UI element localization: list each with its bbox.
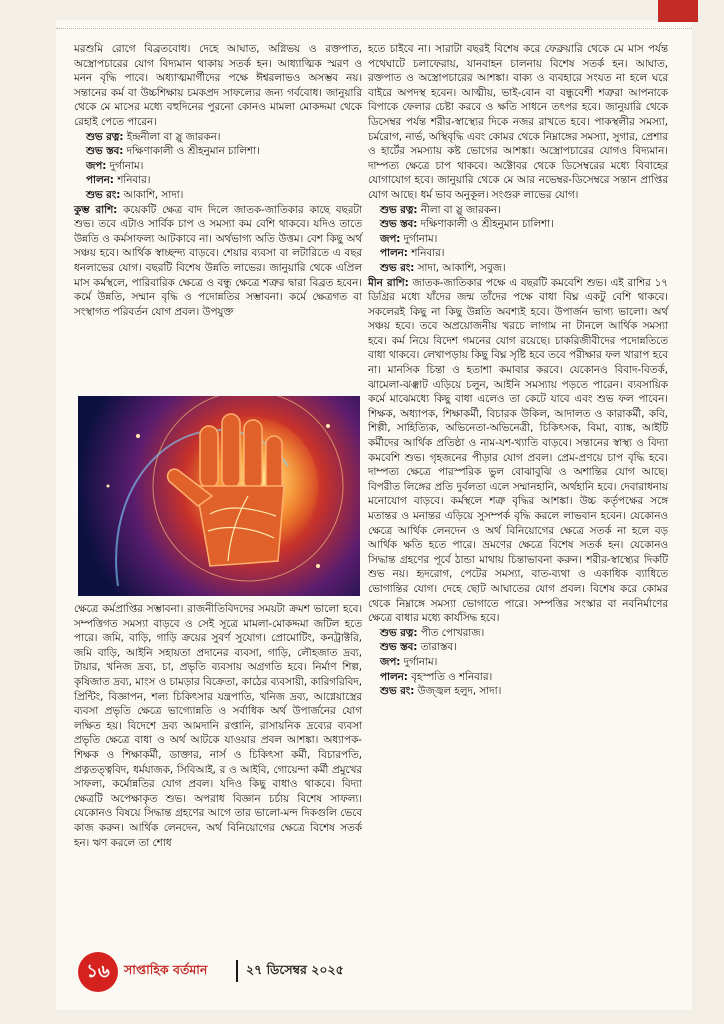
kumbha-remedy-gem-label: শুভ রত্ন:: [380, 203, 418, 216]
kumbha-remedy-palan-value: শনিবার।: [411, 247, 445, 260]
remedy-palan-value: শনিবার।: [117, 174, 151, 187]
remedy-palan-label: পালন:: [86, 174, 114, 187]
page-number: ১৬: [78, 952, 118, 992]
magazine-page: [56, 20, 692, 1010]
kumbha-heading: কুম্ভ রাশি:: [74, 203, 118, 216]
remedy-gem: [74, 130, 362, 145]
kumbha-remedy-stotra-value: দক্ষিণাকালী ও শ্রীহনুমান চালিশা।: [420, 218, 554, 231]
kumbha-remedy-jap-label: জপ:: [380, 232, 401, 245]
meen-remedy-jap-label: জপ:: [380, 655, 401, 668]
remedy-stotra-value: দক্ষিণাকালী ও শ্রীহনুমান চালিশা।: [126, 145, 260, 158]
meen-remedy-color-value: উজ্জ্বল হলুদ, সাদা।: [417, 685, 502, 698]
remedy-gem-label: শুভ রত্ন:: [86, 130, 124, 143]
meen-remedy-jap: [368, 655, 668, 670]
kumbha-remedy-jap: [368, 232, 668, 247]
meen-section: [368, 276, 668, 626]
meen-heading: মীন রাশি:: [368, 276, 409, 289]
kumbha-continued: ক্ষেত্রে কর্মপ্রাপ্তির সম্ভাবনা। রাজনীতিবিদদের সময়টা ক্রমশ ভালো হবে। সম্পত্তিগত সমস্যা বাড়বে ও সেই সূত্রে মামলা-মোকদ্দমা জটিল হতে পারে। জমি, বাড়ি, গাড়ি ক্রয়ের সুবর্ণ সুযোগ। প্রোমোটিং, কনট্রাক্টরি, জমি বাড়ি, আইনি সহায়তা প্রদানের ব্যবসা, গাড়ি, লৌহজাত দ্রব্য, টায়ার, খনিজ দ্রব্য, চা, প্রভৃতি ব্যবসায় অগ্রগতি হবে। নির্মাণ শিল্প, কৃষিজাত দ্রব্য, মাংস ও চামড়ার বিক্রেতা, কাঠের ব্যবসায়ী, কারিগরিবিদ, প্রিন্টিং, বিজ্ঞাপন, শল্য চিকিৎসার যন্ত্রপাতি, খনিজ দ্রব্য, আগ্নেয়াস্ত্রের ব্যবসা প্রভৃতি ক্ষেত্রে ভাগ্যোন্নতি ও সর্বাধিক অর্থ উপার্জনের যোগ লক্ষিত হয়। বিদেশে দ্রব্য আমদানি রপ্তানি, রাসায়নিক দ্রব্যের ব্যবসা প্রভৃতি ক্ষেত্রে বাধা ও অর্থ আটকে যাওয়ার প্রবল আশঙ্কা। অধ্যাপক-শিক্ষক ও শিক্ষাকর্মী, ডাক্তার, নার্স ও চিকিৎসা কর্মী, বিচারপতি, প্রত্নতত্ত্ববিদ, ধর্মযাজক, সিবিআই, র ও আইবি, গোয়েন্দা কর্মী প্রমুখের সাফল্য, কর্মোন্নতির যোগ প্রবল। যদিও কিছু বাধাও থাকবে। বিদ্যা ক্ষেত্রটি অপেক্ষাকৃত শুভ। অপরাধ বিজ্ঞান চর্চায় বিশেষ সাফল্য। যেকোনও বিষয়ে সিদ্ধান্ত গ্রহণের আগে তার ভালো-মন্দ দিকগুলি ভেবে কাজ করুন। আর্থিক লেনদেন, অর্থ বিনিয়োগের ক্ষেত্রে বিশেষ সতর্ক হন। ঋণ করলে তা শোধ: [74, 603, 362, 849]
issue-date: ২৭ ডিসেম্বর ২০২৫: [246, 962, 344, 977]
kumbha-remedy-color: [368, 261, 668, 276]
palmistry-illustration: [78, 396, 360, 596]
meen-remedy-color: [368, 684, 668, 699]
kumbha-remedy-stotra: [368, 217, 668, 232]
remedy-color: [74, 188, 362, 203]
remedy-gem-value: ইন্দ্রনীলা বা স্লু জারকন।: [126, 130, 221, 143]
kumbha-remedy-jap-value: দুর্গানাম।: [403, 232, 438, 245]
top-divider: [56, 28, 692, 29]
paragraph-intro: মরশুমি রোগে বিব্রতবোধ। দেহে আঘাত, অগ্নিভয় ও রক্তপাত, অস্ত্রোপচারের যোগ বিদ্যমান থাকায় সতর্ক হন। আধ্যাত্মিক স্মরণ ও মনন বৃদ্ধি পাবে। অধ্যাত্মমার্গীদের পক্ষে ঈশ্বরলাভও অসম্ভব নয়। সন্তানের কর্ম বা উচ্চশিক্ষায় চমকপ্রদ সাফল্যের জন্য গর্ববোধ। জানুয়ারি থেকে মে মাসের মধ্যে বহুদিনের পুরনো কোনও মামলা মোকদ্দমা থেকে রেহাই পেতে পারেন।: [74, 43, 362, 128]
left-column-top: [74, 42, 362, 319]
footer-separator: [236, 960, 238, 982]
kumbha-remedy-palan-label: পালন:: [380, 247, 408, 260]
remedy-stotra-label: শুভ স্তব:: [86, 145, 124, 158]
meen-remedy-stotra: [368, 640, 668, 655]
kumbha-remedy-palan: [368, 246, 668, 261]
kumbha-continued-right: হতে চাইবে না। সারাটা বছরই বিশেষ করে ফেব্রুয়ারি থেকে মে মাস পর্যন্ত পথেঘাটে চলাফেরায়, যানবাহন চালনায় বিশেষ সতর্ক হন। আঘাত, রক্তপাত ও অস্ত্রোপচারের আশঙ্কা। বাক্য ও ব্যবহারে সংযত না হলে ঘরে বাইরে অপদস্থ হবেন। আত্মীয়, ভাই-বোন বা বন্ধুবেশী শত্রুরা আপনাকে বিপাকে ফেলার চেষ্টা করবে ও ক্ষতি সাধনে তৎপর হবে। জানুয়ারি থেকে ডিসেম্বর পর্যন্ত শরীর-স্বাস্থ্যের দিকে নজর রাখতে হবে। পাকস্থলীর সমস্যা, চর্মরোগ, নার্ভ, অস্থিবৃদ্ধি এবং কোমর থেকে নিম্নাঙ্গের সমস্যা, সুগার, প্রেশার ও হার্টের সমস্যায় কষ্ট ভোগের আশঙ্কা। অস্ত্রোপচারের যোগও বিদ্যমান। দাম্পত্য ক্ষেত্রে চাপ থাকবে। অক্টোবর থেকে ডিসেম্বরের মধ্যে বিবাহের যোগাযোগ হবে। জানুয়ারি থেকে মে আর নভেম্বর-ডিসেম্বরে সন্তান প্রাপ্তির যোগ আছে। ধর্ম ভাব অনুকূল। সংগুরু লাভের যোগ।: [368, 43, 668, 201]
meen-remedy-palan-value: বৃহস্পতি ও শনিবার।: [411, 670, 493, 683]
meen-remedy-palan: [368, 670, 668, 685]
palm-icon: [78, 396, 360, 596]
meen-remedy-color-label: শুভ রং:: [380, 685, 415, 698]
kumbha-section: [74, 203, 362, 320]
magazine-name: সাপ্তাহিক বর্তমান: [124, 962, 208, 977]
kumbha-remedy-stotra-label: শুভ স্তব:: [380, 218, 418, 231]
kumbha-remedy-gem-value: নীলা বা স্লু জারকন।: [420, 203, 501, 216]
meen-remedy-gem: [368, 626, 668, 641]
kumbha-remedy-gem: [368, 203, 668, 218]
kumbha-remedy-color-label: শুভ রং:: [380, 261, 415, 274]
remedy-jap: [74, 159, 362, 174]
meen-remedy-gem-label: শুভ রত্ন:: [380, 626, 418, 639]
meen-remedy-palan-label: পালন:: [380, 670, 408, 683]
remedy-color-value: আকাশি, সাদা।: [123, 188, 184, 201]
meen-text: জাতক-জাতিকার পক্ষে এ বছরটি কমবেশি শুভ। এই রাশির ১৭ ডিগ্রির মধ্যে যাঁদের জন্ম তাঁদের পক্ষে বাধা বিঘ্ন একটু বেশি থাকবে। সকলেরই কিছু না কিছু উন্নতি অবশ্যই হবে। উপার্জন ভাগ্য ভালো। অর্থ সঞ্চয় হবে। তবে অপ্রয়োজনীয় খরচে লাগাম না টানলে আর্থিক সমস্যা হবে। কর্ম নিয়ে বিদেশ গমনের যোগ রয়েছে। চাকরিজীবীদের পদোন্নতিতে বাধা থাকবে। লেখাপড়ায় কিছু বিঘ্ন সৃষ্টি হবে তবে পরীক্ষার ফল খারাপ হবে না। মানসিক চিন্তা ও হতাশা কমাবার করবে। যেকোনও বিবাদ-বিতর্ক, ঝামেলা-ঝঞ্ঝাট এড়িয়ে চলুন, আইনি সমস্যায় পড়তে পারেন। ব্যবসায়িক কর্মে মাঝেমধ্যে কিছু বাধা এলেও তা কেটে যাবে এবং শুভ ফল পাবেন। শিক্ষক, অধ্যাপক, শিক্ষাকর্মী, বিচারক উকিল, আদালত ও কারাকর্মী, কবি, শিল্পী, সাহিত্যিক, অভিনেতা-অভিনেত্রী, চিকিৎসক, বিমা, ব্যাঙ্ক, আইটি কর্মীদের আর্থিক প্রতিষ্ঠা ও নাম-যশ-খ্যাতি বাড়বে। সন্তানের স্বাস্থ্য ও বিদ্যা কমবেশি শুভ। গৃহজনের পীড়ার যোগ প্রবল। প্রেম-প্রণয়ে চাপ বৃদ্ধি হবে। দাম্পত্য ক্ষেত্রে পারস্পরিক ভুল বোঝাবুঝি ও অশান্তির যোগ আছে। বিপরীত লিঙ্গের প্রতি দুর্বলতা এলে সম্মানহানি, অর্থহানি হবে। দেবারাধনায় মনোযোগ বাড়বে। কর্মস্থলে শত্রু বৃদ্ধির আশঙ্কা। উচ্চ কর্তৃপক্ষের সঙ্গে মতান্তর ও মনান্তর এড়িয়ে সুসম্পর্ক বৃদ্ধি করলে লাভবান হবেন। যেকোনও ক্ষেত্রে আর্থিক লেনদেন ও অর্থ বিনিয়োগের ক্ষেত্রে সতর্ক না হলে বড় আর্থিক ক্ষতি হতে পারে। ভ্রমণের ক্ষেত্রে বিশেষ সতর্ক হন। যেকোনও সিদ্ধান্ত গ্রহণের পূর্বে ঠান্ডা মাথায় চিন্তাভাবনা করুন। শরীর-স্বাস্থ্যের দিকটি শুভ নয়। হৃদরোগ, পেটের সমস্যা, বাত-ব্যথা ও একাধিক ব্যাধিতে ভোগান্তির যোগ। দেহে ছোট আঘাতের যোগ প্রবল। বিশেষ করে কোমর থেকে নিম্নাঙ্গে সমস্যা ভোগাতে পারে। সম্পত্তির সংস্কার বা নবনির্মাণের ক্ষেত্রে বাধার মধ্যে কার্যসিদ্ধ হবে।: [368, 276, 668, 625]
right-column: [368, 42, 668, 699]
kumbha-text: কয়েকটি ক্ষেত্র বাদ দিলে জাতক-জাতিকার কাছে বছরটা শুভ। তবে এটাও সার্বিক চাপ ও সমস্যা কম বেশি থাকবে। যদিও তাতে উন্নতি ও কর্মসাফল্য আটকাবে না। অর্থভাগ্য অতি উত্তম। বেশ কিছু অর্থ সঞ্চয় হবে। আর্থিক স্বাচ্ছন্দ্য বাড়বে। শেয়ার ব্যবসা বা লটারিতে এ বছর ধনলাভের যোগ। বছরটি বিশেষ উন্নতি লাভের। জানুয়ারি থেকে এপ্রিল মাস কর্মস্থলে, পারিবারিক ক্ষেত্রে ও বন্ধু ক্ষেত্রে শত্রুর দ্বারা বিব্রত হবেন। কর্মে উন্নতি, সম্মান বৃদ্ধি ও পদোন্নতির সম্ভাবনা। কর্মে ক্ষেত্রগত বা সংস্থাগত পরিবর্তন যোগ প্রবল। উপযুক্ত: [74, 203, 362, 318]
remedy-color-label: শুভ রং:: [86, 188, 121, 201]
meen-remedy-stotra-value: তারাস্তব।: [420, 641, 457, 654]
meen-remedy-stotra-label: শুভ স্তব:: [380, 641, 418, 654]
meen-remedy-jap-value: দুর্গানাম।: [403, 655, 438, 668]
remedy-stotra: [74, 144, 362, 159]
page-footer: [78, 952, 678, 992]
remedy-palan: [74, 173, 362, 188]
remedy-jap-label: জপ:: [86, 159, 107, 172]
kumbha-remedy-color-value: সাদা, আকাশি, সবুজ।: [417, 261, 506, 274]
meen-remedy-gem-value: পীত পোখরাজ।: [420, 626, 485, 639]
left-column-bottom: [74, 602, 362, 850]
page-corner-marker: [658, 0, 698, 22]
remedy-jap-value: দুর্গানাম।: [109, 159, 144, 172]
